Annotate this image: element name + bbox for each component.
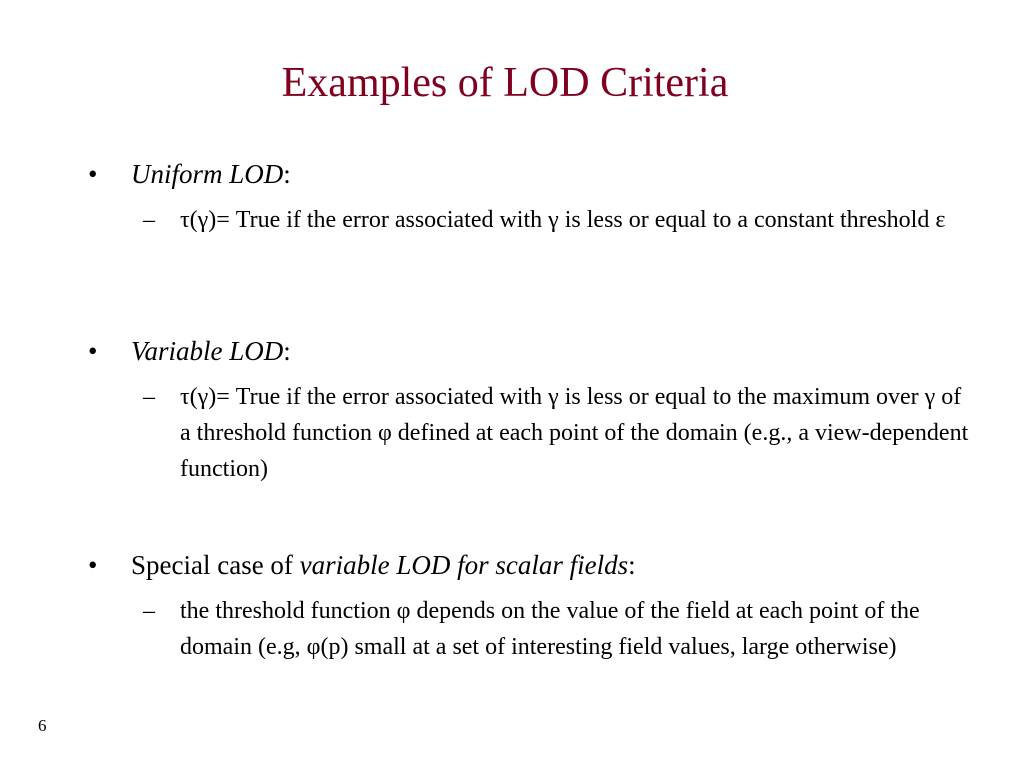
- sub-item-text: τ(γ)= True if the error associated with γ is less or equal to a constant threshold ε: [180, 207, 946, 233]
- sub-item-special-case: [143, 593, 973, 665]
- bullet-glyph: •: [88, 550, 98, 580]
- bullet-glyph: •: [88, 159, 98, 189]
- bullet-label: Variable LOD: [131, 336, 284, 366]
- bullet-special-case: [88, 548, 968, 582]
- bullet-suffix: :: [283, 159, 291, 189]
- bullet-text: [131, 334, 968, 368]
- sub-item-uniform-lod: [143, 202, 973, 238]
- bullet-variable-lod: [88, 334, 968, 368]
- bullet-uniform-lod: [88, 157, 968, 191]
- dash-glyph: –: [143, 598, 155, 624]
- bullet-suffix: :: [283, 336, 291, 366]
- sub-item-text: the threshold function φ depends on the value of the field at each point of the domain (e.g, φ(p) small at a set of interesting field values, large otherwise): [180, 598, 920, 660]
- bullet-prefix: Special case of: [131, 550, 300, 580]
- dash-glyph: –: [143, 207, 155, 233]
- sub-item-text: τ(γ)= True if the error associated with γ is less or equal to the maximum over γ of a threshold function φ defined at each point of the domain (e.g., a view-dependent function): [180, 384, 969, 482]
- bullet-text: [131, 157, 968, 191]
- bullet-glyph: •: [88, 336, 98, 366]
- bullet-suffix: :: [628, 550, 636, 580]
- bullet-text: [131, 548, 968, 582]
- dash-glyph: –: [143, 384, 155, 410]
- bullet-label: variable LOD for scalar fields: [299, 550, 629, 580]
- page-number: 6: [38, 716, 47, 735]
- bullet-label: Uniform LOD: [131, 159, 284, 189]
- sub-item-variable-lod: [143, 379, 973, 487]
- slide-title: Examples of LOD Criteria: [281, 60, 729, 106]
